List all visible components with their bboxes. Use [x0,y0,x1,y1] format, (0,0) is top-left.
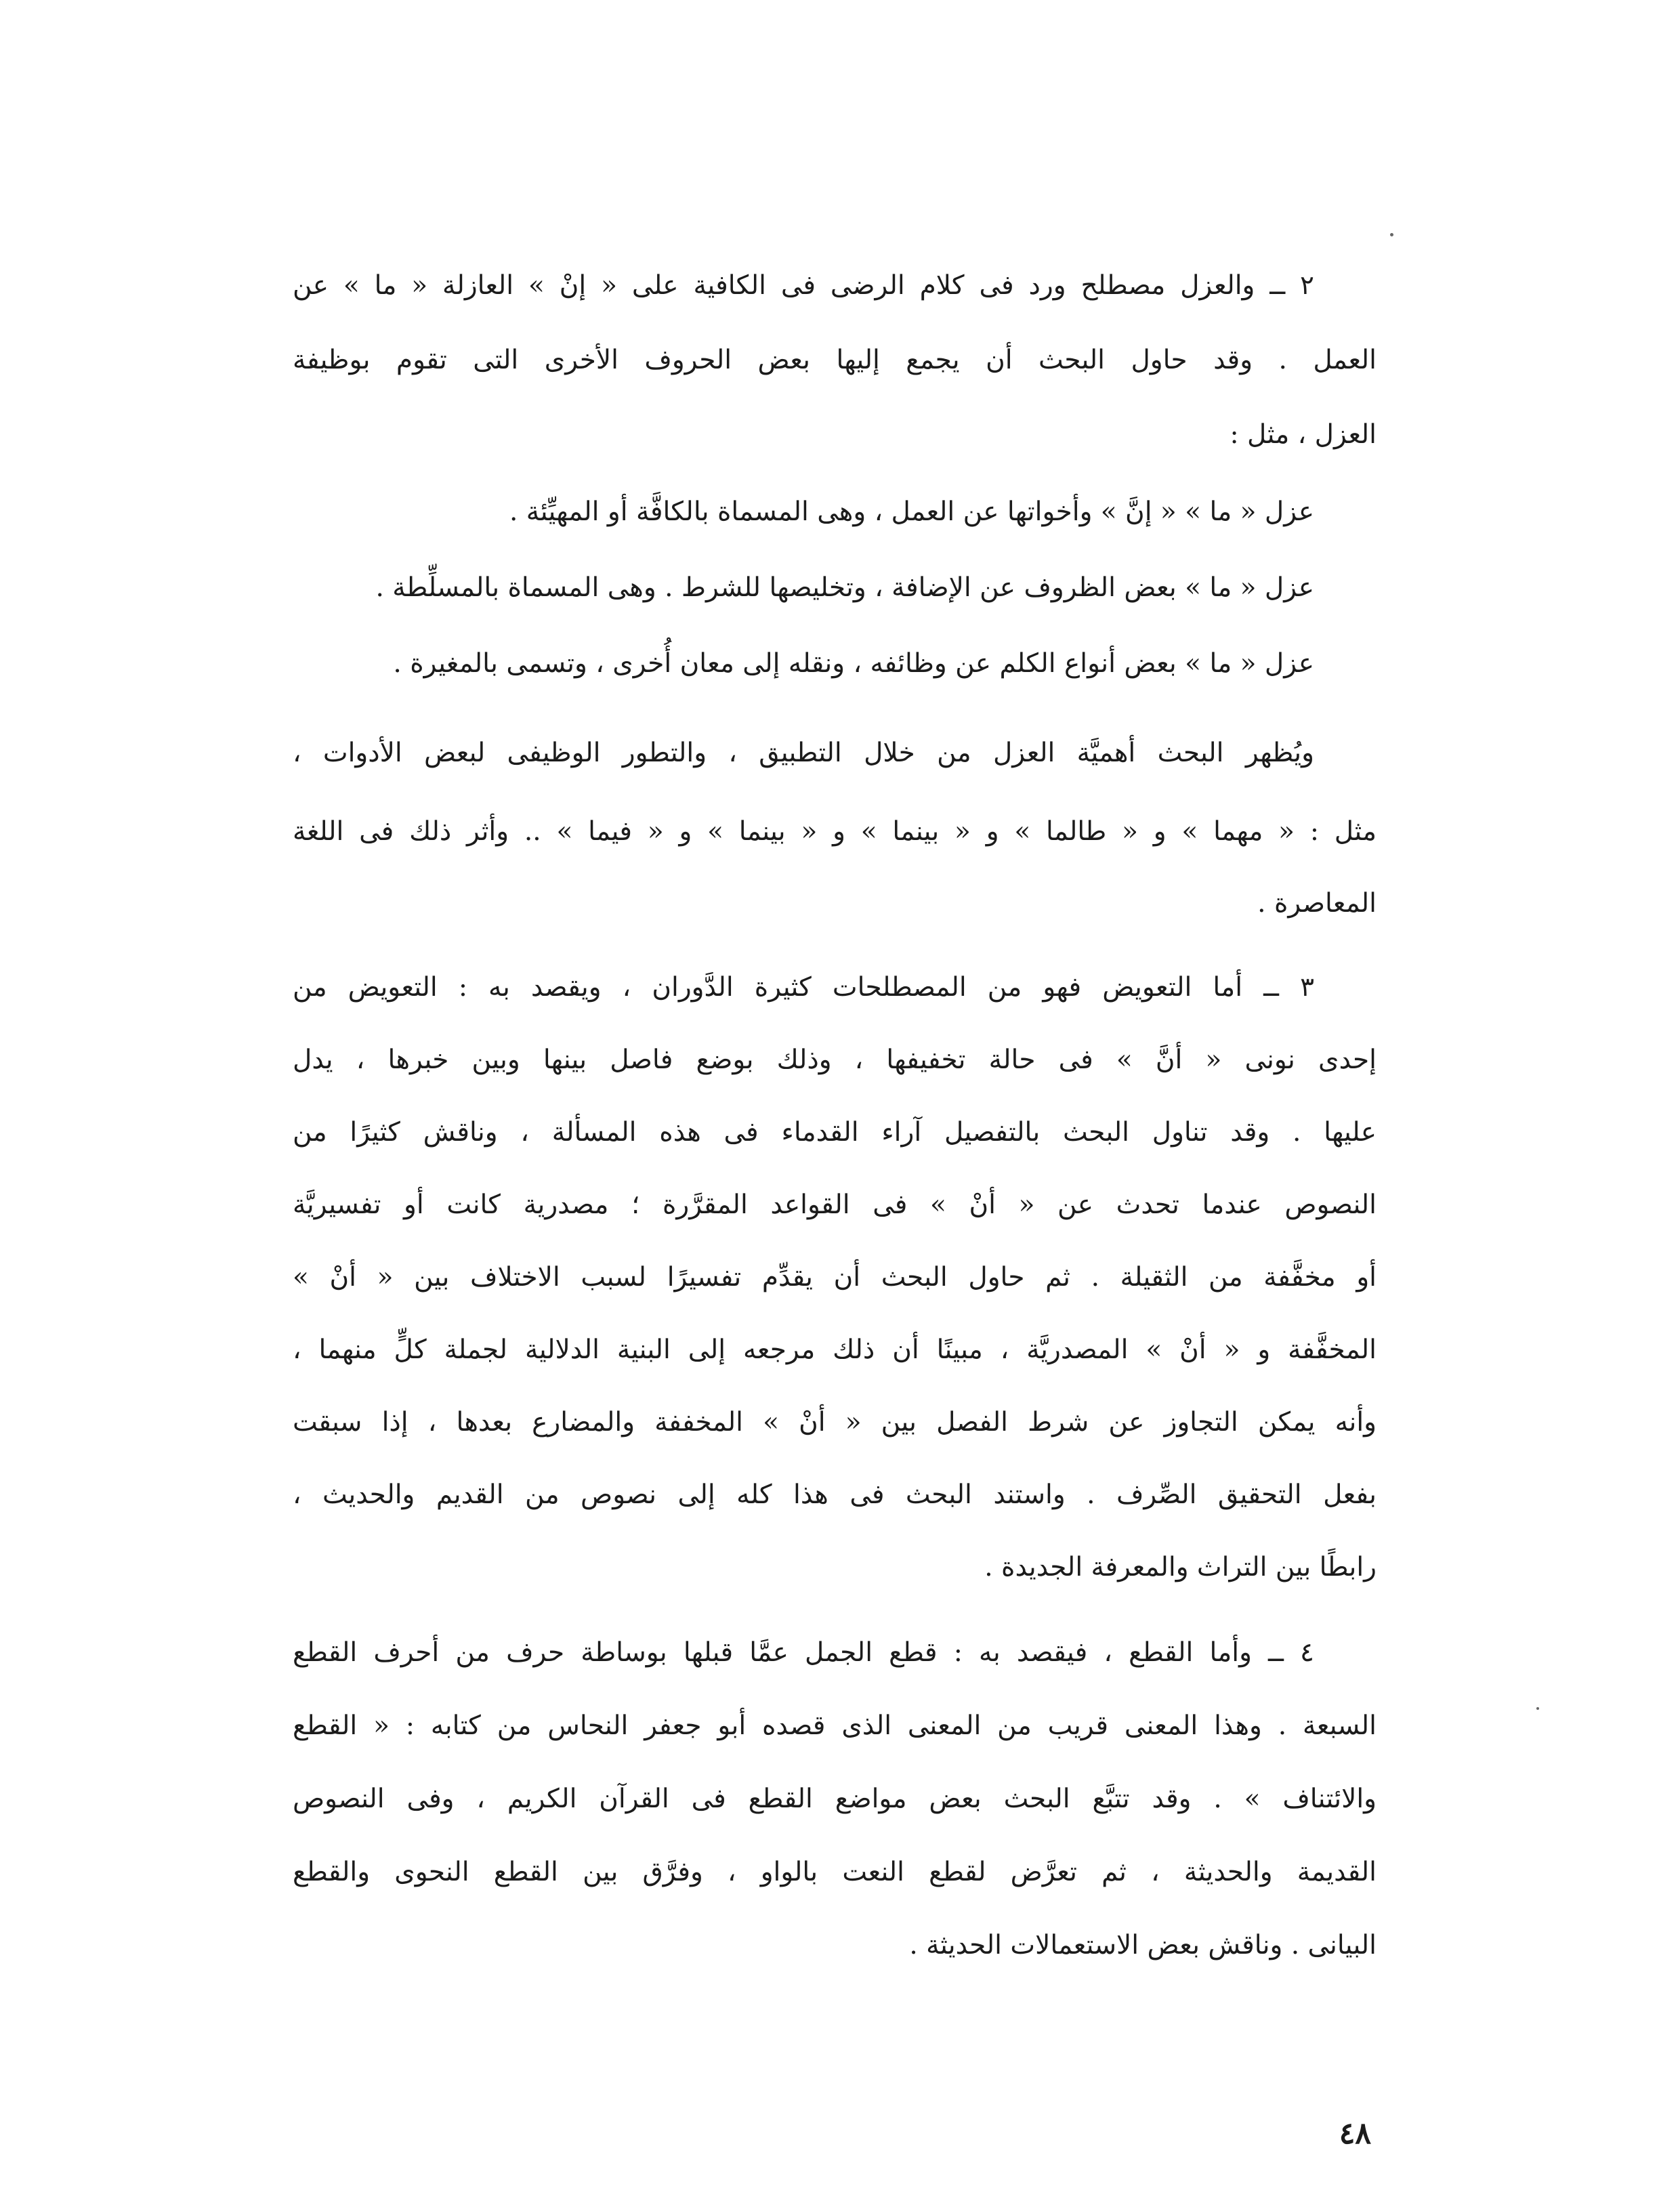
text-line: السبعة . وهذا المعنى قريب من المعنى الذى قصده أبو جعفر النحاس من كتابه : « القطع [293,1711,1377,1741]
list-item: عزل « ما » « إنَّ » وأخواتها عن العمل ، وهى المسماة بالكافَّة أو المهيِّئة . [509,497,1314,527]
text-line: العزل ، مثل : [1230,419,1377,450]
text-line: ٣ ــ أما التعويض فهو من المصطلحات كثيرة الدَّوران ، ويقصد به : التعويض من [293,972,1315,1003]
text-line: البيانى . وناقش بعض الاستعمالات الحديثة . [909,1930,1377,1960]
text-line: ٢ ــ والعزل مصطلح ورد فى كلام الرضى فى الكافية على « إنْ » العازلة « ما » عن [293,270,1314,301]
scan-speck [1390,233,1393,236]
text-line: وأنه يمكن التجاوز عن شرط الفصل بين « أنْ » المخففة والمضارع بعدها ، إذا سبقت [293,1407,1377,1438]
text-line: النصوص عندما تحدث عن « أنْ » فى القواعد المقرَّرة ؛ مصدرية كانت أو تفسيريَّة [293,1190,1377,1220]
text-line: بفعل التحقيق الصِّرف . واستند البحث فى هذا كله إلى نصوص من القديم والحديث ، [293,1480,1377,1510]
text-line: مثل : « مهما » و « طالما » و « بينما » و « بينما » و « فيما » .. وأثر ذلك فى اللغة [293,816,1377,847]
list-item: عزل « ما » بعض أنواع الكلم عن وظائفه ، ونقله إلى معان أُخرى ، وتسمى بالمغيرة . [393,648,1314,679]
text-line: القديمة والحديثة ، ثم تعرَّض لقطع النعت بالواو ، وفرَّق بين القطع النحوى والقطع [293,1857,1377,1887]
text-line: والائتناف » . وقد تتبَّع البحث بعض مواضع القطع فى القرآن الكريم ، وفى النصوص [293,1784,1377,1814]
list-item: عزل « ما » بعض الظروف عن الإضافة ، وتخليصها للشرط . وهى المسماة بالمسلِّطة . [375,572,1314,603]
text-line: المخفَّفة و « أنْ » المصدريَّة ، مبينًا أن ذلك مرجعه إلى البنية الدلالية لجملة كلٍّ منهما ، [293,1335,1377,1365]
text-line: ويُظهر البحث أهميَّة العزل من خلال التطبيق ، والتطور الوظيفى لبعض الأدوات ، [293,738,1314,768]
text-line: المعاصرة . [1257,888,1377,919]
scan-speck [1536,1707,1539,1710]
text-line: رابطًا بين التراث والمعرفة الجديدة . [984,1552,1377,1582]
text-line: عليها . وقد تناول البحث بالتفصيل آراء القدماء فى هذه المسألة ، وناقش كثيرًا من [293,1117,1377,1148]
text-line: إحدى نونى « أنَّ » فى حالة تخفيفها ، وذلك بوضع فاصل بينها وبين خبرها ، يدل [293,1045,1377,1075]
page-number: ٤٨ [1339,2116,1371,2151]
text-line: العمل . وقد حاول البحث أن يجمع إليها بعض الحروف الأخرى التى تقوم بوظيفة [293,345,1377,375]
text-line: أو مخفَّفة من الثقيلة . ثم حاول البحث أن يقدِّم تفسيرًا لسبب الاختلاف بين « أنْ » [293,1262,1377,1293]
text-line: ٤ ــ وأما القطع ، فيقصد به : قطع الجمل عمَّا قبلها بوساطة حرف من أحرف القطع [293,1637,1314,1668]
